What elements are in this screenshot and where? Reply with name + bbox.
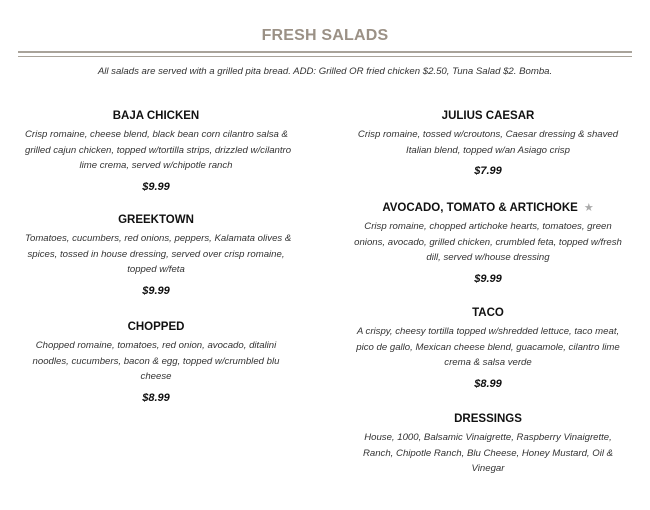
- menu-item: [25, 213, 292, 298]
- salads-note: All salads are served with a grilled pita bread. ADD: Grilled OR fried chicken $2.50, Tuna Salad $2. Bomba.: [97, 66, 553, 77]
- description-line: cheese: [140, 371, 172, 383]
- menu-item-description: [25, 231, 292, 278]
- description-line: Chopped romaine, tomatoes, red onion, avocado, ditalini: [35, 340, 277, 351]
- description-line: grilled cajun chicken, topped w/tortilla strips, drizzled w/cilantro: [25, 144, 292, 156]
- divider-top: [18, 51, 632, 53]
- menu-item-price: $8.99: [142, 392, 170, 405]
- menu-item: [343, 412, 633, 477]
- description-line: noodles, cucumbers, bacon & egg, topped w/crumbled blu: [32, 355, 280, 367]
- menu-item: [343, 306, 633, 390]
- description-line: pico de gallo, Mexican cheese blend, guacamole, cilantro lime: [356, 341, 620, 353]
- description-line: topped w/feta: [127, 264, 185, 276]
- menu-item-description: [343, 219, 633, 266]
- menu-item-description: [25, 127, 292, 174]
- star-icon: ★: [583, 202, 594, 214]
- menu-item-price: $7.99: [474, 165, 502, 178]
- menu-item-price: $9.99: [142, 285, 170, 298]
- description-line: A crispy, cheesy tortilla topped w/shredded lettuce, taco meat,: [356, 326, 620, 337]
- menu-item: [25, 320, 287, 404]
- menu-item-name: [25, 109, 287, 123]
- menu-item-name: [25, 320, 287, 334]
- description-line: crema & salsa verde: [444, 357, 532, 369]
- menu-item-description: [343, 430, 633, 477]
- description-line: Tomatoes, cucumbers, red onions, peppers, Kalamata olives &: [25, 233, 292, 244]
- description-line: Vinegar: [471, 463, 505, 475]
- menu-item-name: [25, 213, 287, 227]
- menu-item-description: [343, 127, 633, 158]
- description-line: Italian blend, topped w/an Asiago crisp: [406, 144, 570, 156]
- menu-item: [343, 201, 633, 285]
- menu-item-price: $8.99: [474, 378, 502, 391]
- description-line: Crisp romaine, tossed w/croutons, Caesar dressing & shaved: [357, 129, 619, 140]
- item-name-text: JULIUS CAESAR: [441, 110, 535, 122]
- item-name-text: GREEKTOWN: [118, 214, 194, 226]
- item-name-text: CHOPPED: [127, 321, 185, 333]
- menu-item-name: [343, 109, 633, 123]
- item-name-text: BAJA CHICKEN: [112, 110, 200, 122]
- menu-item-price: $9.99: [474, 273, 502, 286]
- description-line: Ranch, Chipotle Ranch, Blu Cheese, Honey Mustard, Oil &: [362, 447, 614, 459]
- item-name-text: AVOCADO, TOMATO & ARTICHOKE: [382, 202, 578, 214]
- menu-item-name: [343, 412, 633, 426]
- divider-bottom: [18, 56, 632, 57]
- menu-item-name: [343, 306, 633, 320]
- menu-item-name: [343, 201, 633, 215]
- description-line: spices, tossed in house dressing, served over crisp romaine,: [27, 248, 285, 260]
- description-line: dill, served w/house dressing: [426, 252, 550, 264]
- menu-item: [343, 109, 633, 177]
- description-line: lime crema, served w/chipotle ranch: [79, 160, 233, 172]
- description-line: House, 1000, Balsamic Vinaigrette, Raspberry Vinaigrette,: [364, 432, 612, 443]
- item-name-text: DRESSINGS: [454, 413, 522, 425]
- description-line: onions, avocado, grilled chicken, crumbled feta, topped w/fresh: [354, 236, 622, 248]
- item-name-text: TACO: [472, 307, 504, 319]
- page-title: FRESH SALADS: [261, 27, 389, 44]
- menu-item-price: $9.99: [142, 181, 170, 194]
- menu-item: [25, 109, 292, 194]
- menu-item-description: [25, 338, 287, 385]
- description-line: Crisp romaine, chopped artichoke hearts, tomatoes, green: [364, 221, 612, 232]
- description-line: Crisp romaine, cheese blend, black bean corn cilantro salsa &: [25, 129, 288, 140]
- menu-item-description: [343, 324, 633, 371]
